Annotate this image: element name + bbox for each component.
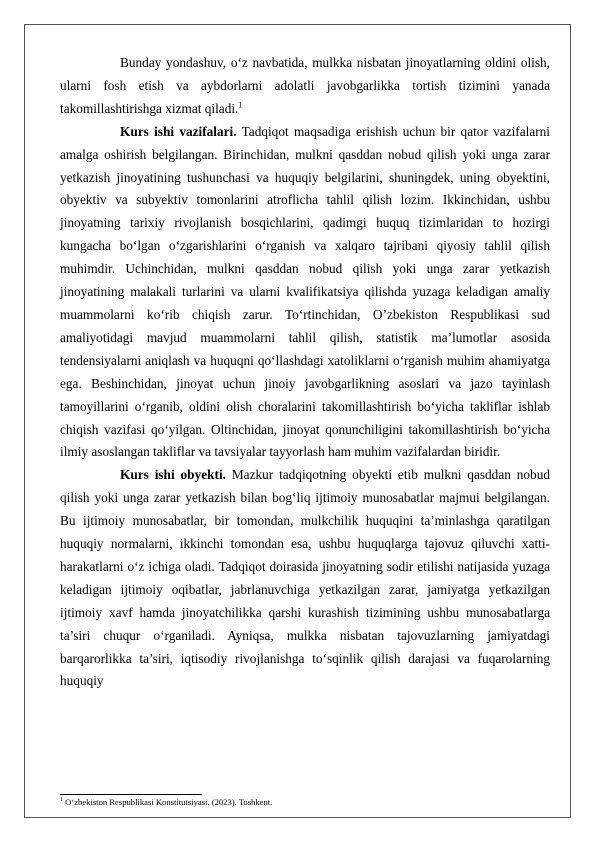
footnote-reference[interactable]: 1 — [238, 100, 243, 110]
tasks-paragraph — [60, 121, 550, 465]
object-paragraph — [60, 464, 550, 693]
intro-paragraph — [60, 52, 550, 121]
paragraph-text: Mazkur tadqiqotning obyekti etib mulkni qasddan nobud qilish yoki unga zarar yetkazish bilan bog‘liq ijtimoiy munosabatlar majmui belgilangan. Bu ijtimoiy munosabatlar, bir tomondan, mulkchilik huquqini ta’minlashga qaratilgan huquqiy normalarni, ikkinchi tomondan esa, ushbu huquqlarga tajovuz qiluvchi xatti-harakatlarni o‘z ichiga oladi. Tadqiqot doirasida jinoyatning sodir etilishi natijasida yuzaga keladigan ijtimoiy oqibatlar, jabrlanuvchiga yetkazilgan zarar, jamiyatga yetkazilgan ijtimoiy xavf hamda jinoyatchilikka qarshi kurashish tizimining ushbu munosabatlarga ta’siri chuqur o‘rganiladi. Ayniqsa, mulkka nisbatan tajovuzlarning jamiyatdagi barqarorlikka ta’siri, iqtisodiy rivojlanishga to‘sqinlik qilish darajasi va fuqarolarning huquqiy — [60, 467, 550, 689]
footnote-divider — [60, 794, 202, 795]
footnote-number: 1 — [60, 797, 63, 804]
tasks-heading: Kurs ishi vazifalari. — [120, 123, 237, 139]
paragraph-text: Bunday yondashuv, o‘z navbatida, mulkka nisbatan jinoyatlarning oldini olish, ularni fosh etish va aybdorlarni adolatli javobgarlikka tortish tizimini yanada takomillashtirishga xizmat qiladi. — [60, 55, 550, 116]
footnote-text: O‘zbekiston Respublikasi Konstitutsiyasi. (2023). Toshkent. — [63, 797, 273, 807]
footnote — [60, 797, 550, 808]
object-heading: Kurs ishi obyekti. — [120, 467, 226, 483]
document-body — [60, 52, 550, 693]
paragraph-text: Tadqiqot maqsadiga erishish uchun bir qator vazifalarni amalga oshirish belgilangan. Birinchidan, mulkni qasddan nobud qilish yoki unga zarar yetkazish jinoyatining tushunchasi va huquqiy belgilarini, shuningdek, uning obyektini, obyektiv va subyektiv tomonlarini atroflicha tahlil qilish lozim. Ikkinchidan, ushbu jinoyatning tarixiy rivojlanish bosqichlarini, qadimgi huquq tizimlaridan to hozirgi kungacha bo‘lgan o‘zgarishlarini o‘rganish va xalqaro tajribani qiyosiy tahlil qilish muhimdir. Uchinchidan, mulkni qasddan nobud qilish yoki unga zarar yetkazish jinoyatining malakali turlarini va ularni kvalifikatsiya qilishda yuzaga keladigan amaliy muammolarni ko‘rib chiqish zarur. To‘rtinchidan, O’zbekiston Respublikasi sud amaliyotidagi mavjud muammolarni tahlil qilish, statistik ma’lumotlar asosida tendensiyalarni aniqlash va huquqni qo‘llashdagi xatoliklarni o‘rganish muhim ahamiyatga ega. Beshinchidan, jinoyat uchun jinoiy javobgarlikning asoslari va jazo tayinlash tamoyillarini o‘rganib, oldini olish choralarini takomillashtirish bo‘yicha takliflar ishlab chiqish vazifasi qo‘yilgan. Oltinchidan, jinoyat qonunchiligini takomillashtirish bo‘yicha ilmiy asoslangan takliflar va tavsiyalar tayyorlash ham muhim vazifalardan biridir. — [60, 123, 550, 460]
